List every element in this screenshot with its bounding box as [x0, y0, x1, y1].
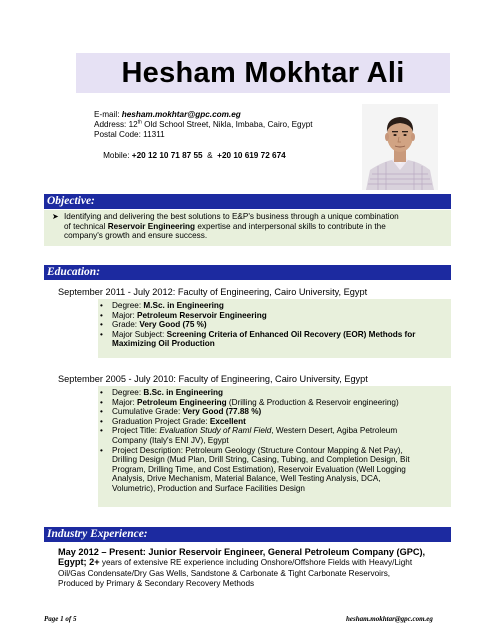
- profile-photo: [362, 104, 438, 190]
- bullet-dot-icon: •: [100, 397, 103, 407]
- contact-block: [94, 110, 313, 171]
- bullet-dot-icon: •: [100, 310, 103, 320]
- bullet-dot-icon: •: [100, 407, 103, 417]
- msc-heading: September 2011 - July 2012: Faculty of Engineering, Cairo University, Egypt: [58, 287, 368, 297]
- bullet-dot-icon: •: [100, 329, 103, 339]
- bullet-dot-icon: •: [100, 301, 103, 310]
- list-item: • Project Title: Evaluation Study of Raml Field, Western Desert, Agiba Petroleum Company (Italy's ENI JV), Egypt: [100, 426, 398, 445]
- profile-photo-icon: [362, 104, 438, 190]
- email-link[interactable]: hesham.mokhtar@gpc.com.eg: [121, 110, 241, 119]
- list-item: • Major: Petroleum Engineering (Drilling & Production & Reservoir engineering): [100, 397, 399, 407]
- address-line: Address: 12th Old School Street, Nikla, Imbaba, Cairo, Egypt: [94, 119, 313, 130]
- bsc-heading: September 2005 - July 2010: Faculty of Engineering, Cairo University, Egypt: [58, 374, 368, 384]
- list-item: • Project Description: Petroleum Geology (Structure Contour Mapping & Net Pay), Drilling Design (Mud Plan, Drill String, Casing, Tubing, and Completion Design, Bit Program, Drilling Time, and Cost Estimation), Reservoir Evaluation (Well Logging Analysis, Drive Mechanism, Material Balance, Well Testing Analysis, DCA, Volumetric), Production and Surface Facilities Design: [100, 445, 410, 493]
- page-number: Page 1 of 5: [44, 615, 77, 623]
- list-item: • Major Subject: Screening Criteria of Enhanced Oil Recovery (EOR) Methods for Maximizing Oil Production: [100, 329, 416, 349]
- email-line: E-mail: hesham.mokhtar@gpc.com.eg: [94, 110, 241, 119]
- arrow-right-icon: ➤: [52, 212, 59, 221]
- bullet-dot-icon: •: [100, 388, 103, 397]
- list-item: • Degree: B.Sc. in Engineering: [100, 388, 224, 397]
- objective-text: ➤ Identifying and delivering the best solutions to E&P's business through a unique combination of technical Reservoir Engineering expertise and interpersonal skills to contribute in the company's growth and ensure success.: [52, 212, 399, 241]
- education-section-header: Education:: [44, 265, 451, 280]
- candidate-name: Hesham Mokhtar Ali: [121, 56, 405, 89]
- mobile-line: Mobile: +20 12 10 71 87 55 & +20 10 619 72 674: [103, 150, 286, 160]
- list-item: • Graduation Project Grade: Excellent: [100, 416, 246, 426]
- postal-line: Postal Code: 11311: [94, 130, 165, 140]
- bullet-dot-icon: •: [100, 320, 103, 330]
- experience-section-header: Industry Experience:: [44, 527, 451, 542]
- name-band: [76, 53, 450, 93]
- list-item: • Grade: Very Good (75 %): [100, 320, 207, 330]
- bsc-details: [100, 388, 450, 494]
- bullet-dot-icon: •: [100, 426, 103, 436]
- list-item: • Major: Petroleum Reservoir Engineering: [100, 310, 267, 320]
- footer-email[interactable]: hesham.mokhtar@gpc.com.eg: [346, 615, 433, 623]
- list-item: • Cumulative Grade: Very Good (77.88 %): [100, 407, 262, 417]
- list-item: • Degree: M.Sc. in Engineering: [100, 301, 224, 310]
- experience-entry: May 2012 – Present: Junior Reservoir Engineer, General Petroleum Company (GPC), Egypt; 2+ years of extensive RE experience including Onshore/Offshore Fields with Heavy/Light Oil/Gas Condensate/Dry Gas Wells, Sandstone & Carbonate & Tight Carbonate Reservoirs, Produced by Primary & Secondary Recovery Methods: [58, 547, 426, 589]
- objective-section-header: Objective:: [44, 194, 451, 209]
- msc-details: [100, 301, 450, 349]
- bullet-dot-icon: •: [100, 445, 103, 455]
- bullet-dot-icon: •: [100, 416, 103, 426]
- job-title: May 2012 – Present: Junior Reservoir Engineer, General Petroleum Company (GPC),: [58, 547, 426, 557]
